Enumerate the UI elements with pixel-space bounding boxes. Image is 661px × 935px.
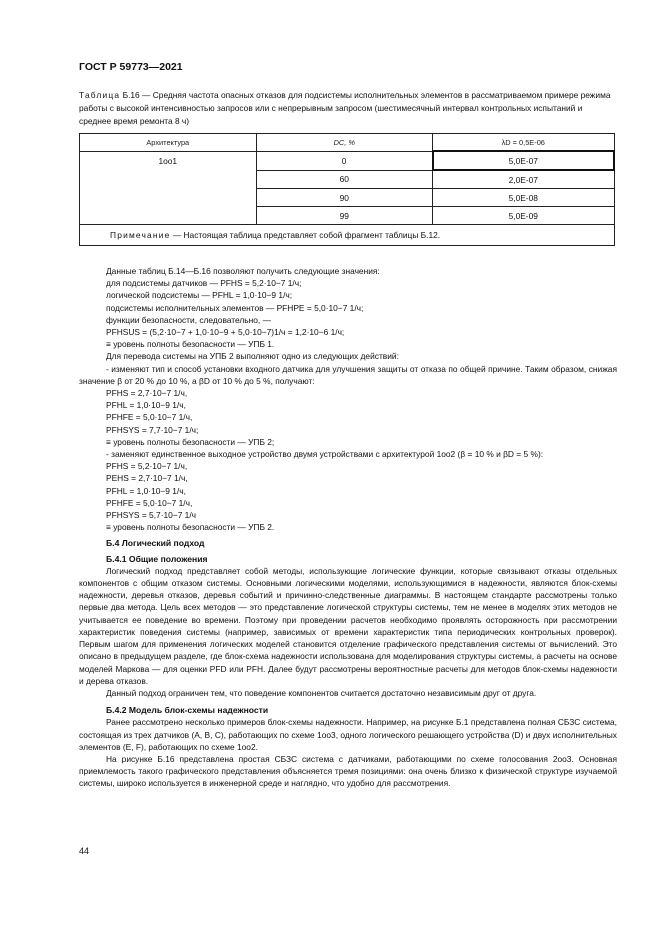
text-line: PFHSUS = (5,2·10−7 + 1,0·10−9 + 5,0·10−7)1/ч = 1,2·10−6 1/ч; (106, 327, 345, 338)
table-note (80, 225, 615, 246)
text-paragraph: Ранее рассмотрено несколько примеров блок-схемы надежности. Например, на рисунке Б.1 представлена полная СБЗС система, состоящая из трех датчиков (A, B, C), работающих по схеме 1oo3, одного логического решающего устройства (D) и двух исполнительных элементов (E, F), работающих по схеме 1oo2. (79, 717, 617, 752)
text-line: ≡ уровень полноты безопасности — УПБ 2. (106, 522, 275, 533)
text-line: PFHS = 2,7·10−7 1/ч, (106, 388, 188, 399)
value-cell: 5,0E-07 (433, 151, 615, 170)
text-line: для подсистемы датчиков — PFHS = 5,2·10−7 1/ч; (106, 278, 302, 289)
document-body (79, 265, 617, 790)
page-number: 44 (79, 846, 90, 856)
text-line: PFHFE = 5,0·10−7 1/ч, (106, 412, 193, 423)
text-line: подсистемы исполнительных элементов — PFHPE = 5,0·10−7 1/ч; (106, 302, 364, 313)
value-cell: 5,0E-09 (433, 207, 615, 225)
text-line: PFHSYS = 7,7·10−7 1/ч; (106, 424, 199, 435)
text-paragraph: - изменяют тип и способ установки входного датчика для улучшения защиты от отказа по общей причине. Таким образом, снижая значение β от 20 % до 10 %, а βD от 10 % до 5 %, получают: (79, 363, 617, 386)
text-line: PFHL = 1,0·10−9 1/ч, (106, 485, 186, 496)
text-line: PFHSYS = 5,7·10−7 1/ч (106, 510, 197, 521)
dc-cell: 90 (256, 189, 432, 207)
header-dc: DC, % (256, 134, 432, 152)
text-paragraph: Логический подход представляет собой методы, использующие логические функции, которые связывают отказы отдельных компонентов с общим отказом системы. Основными логическими моделями, использующимися в надежности, являются блок-схемы надежности, деревья отказов, деревья событий и причинно-следственные диаграммы. В настоящем стандарте рассмотрены только первые два метода. Цель всех методов — это представление логической структуры системы, тем не менее в моделях этих методов не учитывается ее поведение во времени. Поэтому при проведении расчетов необходимо проявлять осторожность при рассмотрении характеристик поведения системы (например, зависимых от времени характеристик типа периодических контрольных проверок). Первым шагом для применения логических моделей становится отделение графического представления системы от вычислений. Это описано в предыдущем разделе, где блок-схема надежности использована для моделирования структуры системы, а расчеты на основе моделей Маркова — для оценки PFD или PFH. Далее будут рассмотрены вероятностные расчеты для методов блок-схемы надежности и дерева отказов. (79, 565, 617, 686)
subsection-heading: Б.4.1 Общие положения (106, 553, 208, 564)
table-caption-label: Таблица (79, 90, 121, 100)
text-line: PEHS = 2,7·10−7 1/ч, (106, 473, 188, 484)
text-line: Данные таблиц Б.14—Б.16 позволяют получить следующие значения: (106, 266, 380, 276)
table-header-row (80, 134, 615, 152)
value-cell: 2,0E-07 (433, 170, 615, 189)
table-caption (79, 89, 615, 128)
text-line: ≡ уровень полноты безопасности — УПБ 1. (106, 339, 275, 350)
text-line: Для перевода системы на УПБ 2 выполняют одно из следующих действий: (106, 351, 399, 362)
text-line: логической подсистемы — PFHL = 1,0·10−9 1/ч; (106, 290, 293, 301)
text-line: ≡ уровень полноты безопасности — УПБ 2; (106, 436, 275, 447)
text-paragraph: Данный подход ограничен тем, что поведение компонентов считается достаточно независимым друг от друга. (106, 687, 537, 698)
header-architecture: Архитектура (80, 134, 257, 152)
text-line: PFHS = 5,2·10−7 1/ч, (106, 461, 188, 472)
text-line: PFHL = 1,0·10−9 1/ч, (106, 400, 186, 411)
value-cell: 5,0E-08 (433, 189, 615, 207)
document-header: ГОСТ Р 59773—2021 (79, 61, 183, 73)
data-table (79, 133, 615, 246)
text-paragraph: На рисунке Б.16 представлена простая СБЗС система с датчиками, работающими по схеме голосования 2oo3. Основная приемлемость такого графического представления объясняется тремя позициями: она очень близко к физической структуре изучаемой системы, широко используется в инженерной среде и наглядно, что удобно для рассмотрения. (79, 753, 617, 789)
subsection-heading: Б.4.2 Модель блок-схемы надежности (106, 705, 269, 716)
table-caption-text: Б.16 — Средняя частота опасных отказов для подсистемы исполнительных элементов в рассматриваемом примере режима работы с высокой интенсивностью запросов или с непрерывным запросом (шестимесячный интервал контрольных испытаний и среднее время ремонта 8 ч) (79, 90, 611, 126)
table-note-label: Примечание (110, 230, 171, 240)
architecture-cell: 1oo1 (80, 151, 257, 225)
text-line: - заменяют единственное выходное устройство двумя устройствами с архитектурой 1oo2 (β = 10 % и βD = 5 %): (106, 449, 544, 460)
header-lambda: λD = 0,5E-06 (433, 134, 615, 152)
section-heading: Б.4 Логический подход (106, 538, 205, 549)
table-note-row (80, 225, 615, 246)
dc-cell: 60 (256, 170, 432, 189)
table-row (80, 151, 615, 170)
table-note-text: — Настоящая таблица представляет собой фрагмент таблицы Б.12. (170, 230, 441, 240)
text-line: PFHFE = 5,0·10−7 1/ч, (106, 497, 193, 508)
dc-cell: 0 (256, 151, 432, 170)
text-line: функции безопасности, следовательно, — (106, 314, 271, 325)
dc-cell: 99 (256, 207, 432, 225)
